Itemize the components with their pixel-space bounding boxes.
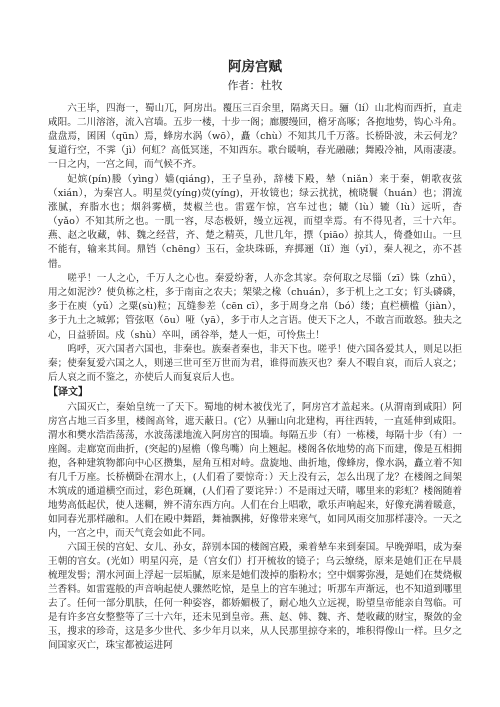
document-author: 作者：杜牧 — [227, 79, 283, 92]
poem-paragraph-1: 六王毕，四海一，蜀山兀，阿房出。覆压三百余里，隔离天日。骊（lí）山北构而西折，直走咸阳。二川溶溶，流入宫墙。五步一楼，十步一阁；廊腰缦回，檐牙高啄；各抱地势，钩心斗角。盘盘焉，囷囷（qūn）焉，蜂房水涡（wō），矗（chù）不知其几千万落。长桥卧波，未云何龙？复道行空，不霁（jì）何虹？高低冥迷，不知西东。歌台暖响，春光融融；舞殿冷袖，风雨凄凄。一日之内，一宫之间，而气候不齐。 — [48, 103, 462, 171]
document-title: 阿房宫赋 — [228, 59, 282, 75]
poem-paragraph-4: 呜呼，灭六国者六国也，非秦也。族秦者秦也，非天下也。嗟乎！使六国各爱其人，则足以拒秦；使秦复爱六国之人，则递三世可至万世而为君，谁得而族灭也？秦人不暇自哀，而后人哀之；后人哀之而不鉴之，亦使后人而复哀后人也。 — [48, 344, 462, 384]
poem-paragraph-2: 妃嫔(pín)媵（yìng）嫱(qiáng)，王子皇孙，辞楼下殿，辇（niǎn）来于秦，朝歌夜弦（xián），为秦宫人。明星荧(yíng)荧(yíng)，开妆镜也；绿云扰扰，梳晓鬟（huán）也；渭流涨腻，弃脂水也；烟斜雾横，焚椒兰也。雷霆乍惊，宫车过也；辘（lù）辘（lù）远听，杳（yǎo）不知其所之也。一肌一容，尽态极妍，缦立远视，而望幸焉。有不得见者，三十六年。燕、赵之收藏，韩、魏之经营，齐、楚之精英，几世几年，摽（piāo）掠其人，倚叠如山。一旦不能有，输来其间。鼎铛（chēng）玉石，金块珠砾，弃掷逦（lǐ）迤（yǐ），秦人视之，亦不甚惜。 — [48, 173, 462, 270]
translation-paragraph-2: 六国王侯的宫妃、女儿、孙女，辞别本国的楼阁宫殿，乘着辇车来到秦国。早晚弹唱，成为秦王朝的宫女。(光如）明星闪亮，是（宫女们）打开梳妆的镜子；乌云缭绕，原来是她们正在早晨梳理发髻；渭水河面上浮起一层垢腻，原来是她们泼掉的脂粉水；空中烟雾弥漫，是她们在焚烧椒兰香料。如雷霆般的声音响起使人骤然吃惊，是皇上的宫车驰过；听那车声渐远，也不知道到哪里去了。任何一部分肌肤，任何一种姿容，都娇媚极了，耐心地久立远视，盼望皇帝能亲自驾临。可是有许多宫女整整等了三十六年，还未见到皇帝。燕、赵、韩、魏、齐、楚收藏的财宝，聚敛的金玉，搜求的珍奇，这是多少世代、多少年月以来，从人民那里掠夺来的，堆积得像山一样。旦夕之间国家灭亡，珠宝都被运进阿 — [48, 541, 462, 651]
translation-heading: 【译文】 — [48, 387, 88, 399]
translation-paragraph-1: 六国灭亡，秦始皇统一了天下。蜀地的树木被伐光了，阿房宫才盖起来。(从渭南到咸阳）阿房宫占地三百多里，楼阁高耸，遮天蔽日。(它）从骊山向北建构，再往西转，一直延伸到咸阳。渭水和樊水浩浩荡荡，水波荡漾地流入阿房宫的围墙。每隔五步（有）一栋楼，每隔十步（有）一座阁。走廊宽而曲折，(突起的)屋檐（像鸟嘴）向上翘起。楼阁各依地势的高下而建，像是互相拥抱，各种建筑物都向中心区攒集，屋角互相对峙。盘旋地、曲折地，像蜂房，像水涡，矗立着不知有几千万座。长桥横卧在渭水上，(人们看了要惊奇：）天上没有云，怎么出现了龙？在楼阁之间架木筑成的通道横空而过，彩色斑斓，(人们看了要诧异：）不是雨过天晴，哪里来的彩虹？楼阁随着地势高低起伏，使人迷糊，辨不清东西方向。人们在台上唱歌，歌乐声响起来，好像充满着暖意，如同春光那样融和。人们在殿中舞蹈，舞袖飘拂，好像带来寒气，如同风雨交加那样凄冷。一天之内，一宫之中，而天气竟会如此不同。 — [48, 401, 462, 539]
poem-paragraph-3: 嗟乎！一人之心，千万人之心也。秦爱纷奢，人亦念其家。奈何取之尽锱（zī）铢（zhū），用之如泥沙？使负栋之柱，多于南亩之农夫；架梁之椽（chuán），多于机上之工女；钉头磷磷，多于在庾（yǔ）之粟(sù)粒；瓦缝参差（cēn cī），多于周身之帛（bó）缕；直栏横槛（jiàn），多于九土之城郭；管弦呕（ōu）哑（yā），多于市人之言语。使天下之人，不敢言而敢怒。独夫之心，日益骄固。戍（shù）卒叫，函谷举，楚人一炬，可怜焦土！ — [48, 273, 462, 341]
